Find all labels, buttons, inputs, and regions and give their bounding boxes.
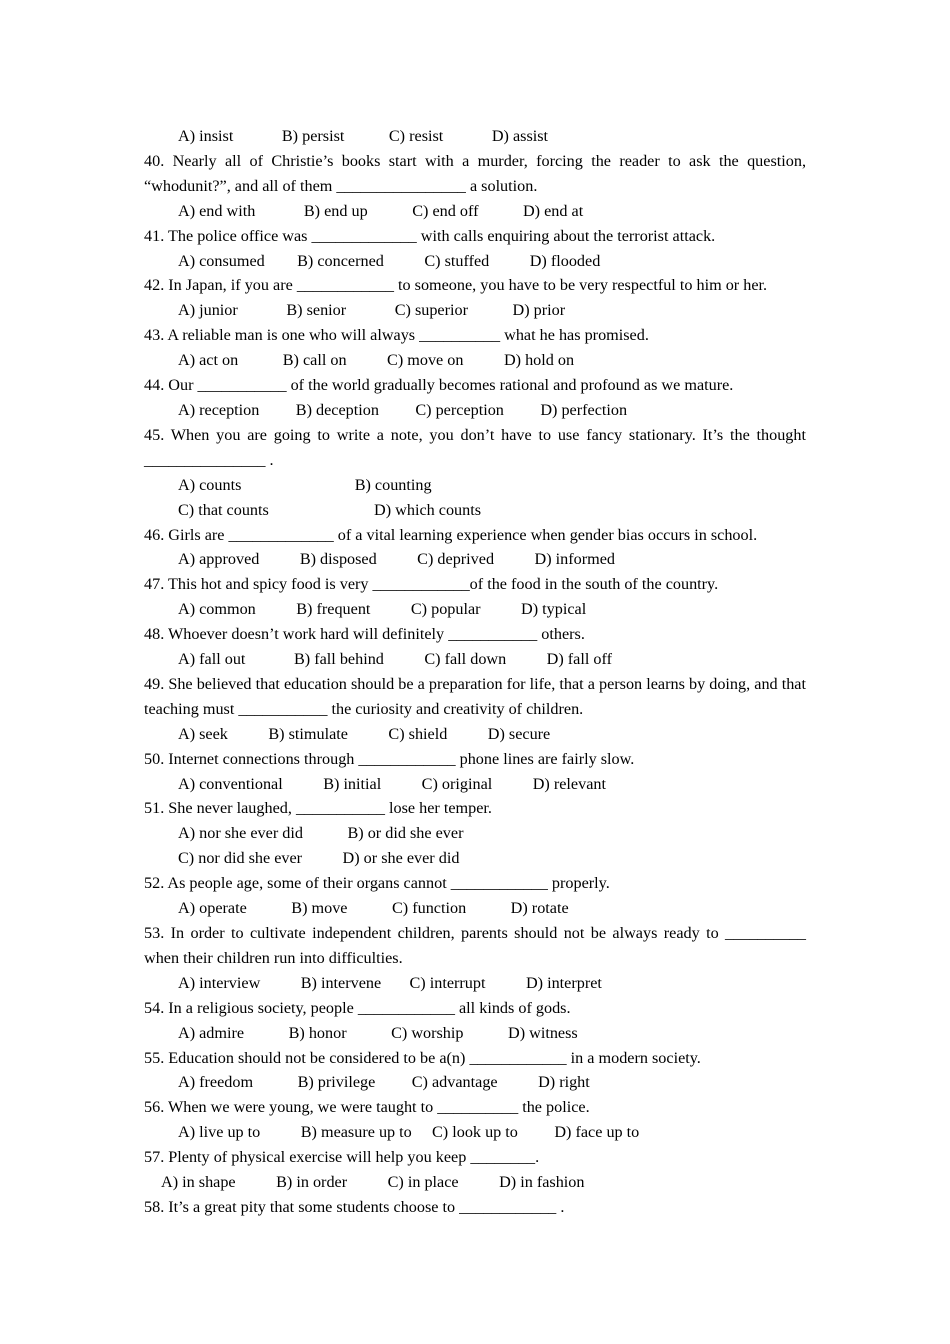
options-55: A) freedom B) privilege C) advantage D) right (178, 1073, 590, 1092)
question-44: 44. Our ___________ of the world gradually becomes rational and profound as we mature. (144, 376, 734, 395)
question-46: 46. Girls are _____________ of a vital learning experience when gender bias occurs in school. (144, 525, 758, 544)
options-45-row-1: A) counts B) counting (178, 475, 432, 494)
options-52: A) operate B) move C) function D) rotate (178, 899, 569, 918)
question-57: 57. Plenty of physical exercise will help you keep ________. (144, 1148, 540, 1167)
question-52: 52. As people age, some of their organs cannot ____________ properly. (144, 874, 610, 893)
question-53: 53. In order to cultivate independent children, parents should not be always ready to __________ when their children run into difficulties. (144, 924, 806, 967)
options-53: A) interview B) intervene C) interrupt D) interpret (178, 973, 602, 992)
question-43: 43. A reliable man is one who will always __________ what he has promised. (144, 326, 649, 345)
options-50: A) conventional B) initial C) original D) relevant (178, 774, 606, 793)
options-47: A) common B) frequent C) popular D) typical (178, 600, 587, 619)
exam-page (144, 124, 806, 1220)
options-51-row-1: A) nor she ever did B) or did she ever (178, 824, 464, 843)
question-48: 48. Whoever doesn’t work hard will definitely ___________ others. (144, 625, 585, 644)
options-45-row-2: C) that counts D) which counts (178, 500, 482, 519)
options-41: A) consumed B) concerned C) stuffed D) flooded (178, 251, 601, 270)
options-56: A) live up to B) measure up to C) look up to D) face up to (178, 1123, 640, 1142)
options-46: A) approved B) disposed C) deprived D) informed (178, 550, 615, 569)
question-58: 58. It’s a great pity that some students choose to ____________ . (144, 1197, 565, 1216)
options-43: A) act on B) call on C) move on D) hold on (178, 351, 575, 370)
options-39: A) insist B) persist C) resist D) assist (178, 127, 549, 145)
options-48: A) fall out B) fall behind C) fall down D) fall off (178, 650, 612, 669)
question-50: 50. Internet connections through ____________ phone lines are fairly slow. (144, 749, 635, 768)
question-55: 55. Education should not be considered to be a(n) ____________ in a modern society. (144, 1048, 701, 1067)
question-51: 51. She never laughed, ___________ lose her temper. (144, 799, 492, 818)
options-54: A) admire B) honor C) worship D) witness (178, 1023, 578, 1042)
options-57: A) in shape B) in order C) in place D) in fashion (161, 1173, 585, 1192)
options-51-row-2: C) nor did she ever D) or she ever did (178, 849, 460, 868)
options-49: A) seek B) stimulate C) shield D) secure (178, 724, 551, 743)
question-54: 54. In a religious society, people ____________ all kinds of gods. (144, 998, 571, 1017)
question-56: 56. When we were young, we were taught to __________ the police. (144, 1098, 590, 1117)
options-40: A) end with B) end up C) end off D) end at (178, 201, 584, 220)
question-45: 45. When you are going to write a note, you don’t have to use fancy stationary. It’s the thought _______________ . (144, 425, 806, 469)
question-40: 40. Nearly all of Christie’s books start with a murder, forcing the reader to ask the question, “whodunit?”, and all of them ________________ a solution. (144, 151, 806, 195)
question-42: 42. In Japan, if you are ____________ to someone, you have to be very respectful to him or her. (144, 276, 768, 295)
question-47: 47. This hot and spicy food is very ____________of the food in the south of the country. (144, 575, 719, 594)
question-49: 49. She believed that education should be a preparation for life, that a person learns by doing, and that teaching must ___________ the curiosity and creativity of children. (144, 674, 806, 718)
options-44: A) reception B) deception C) perception D) perfection (178, 400, 628, 419)
question-41: 41. The police office was _____________ with calls enquiring about the terrorist attack. (144, 226, 716, 245)
options-42: A) junior B) senior C) superior D) prior (178, 301, 566, 320)
